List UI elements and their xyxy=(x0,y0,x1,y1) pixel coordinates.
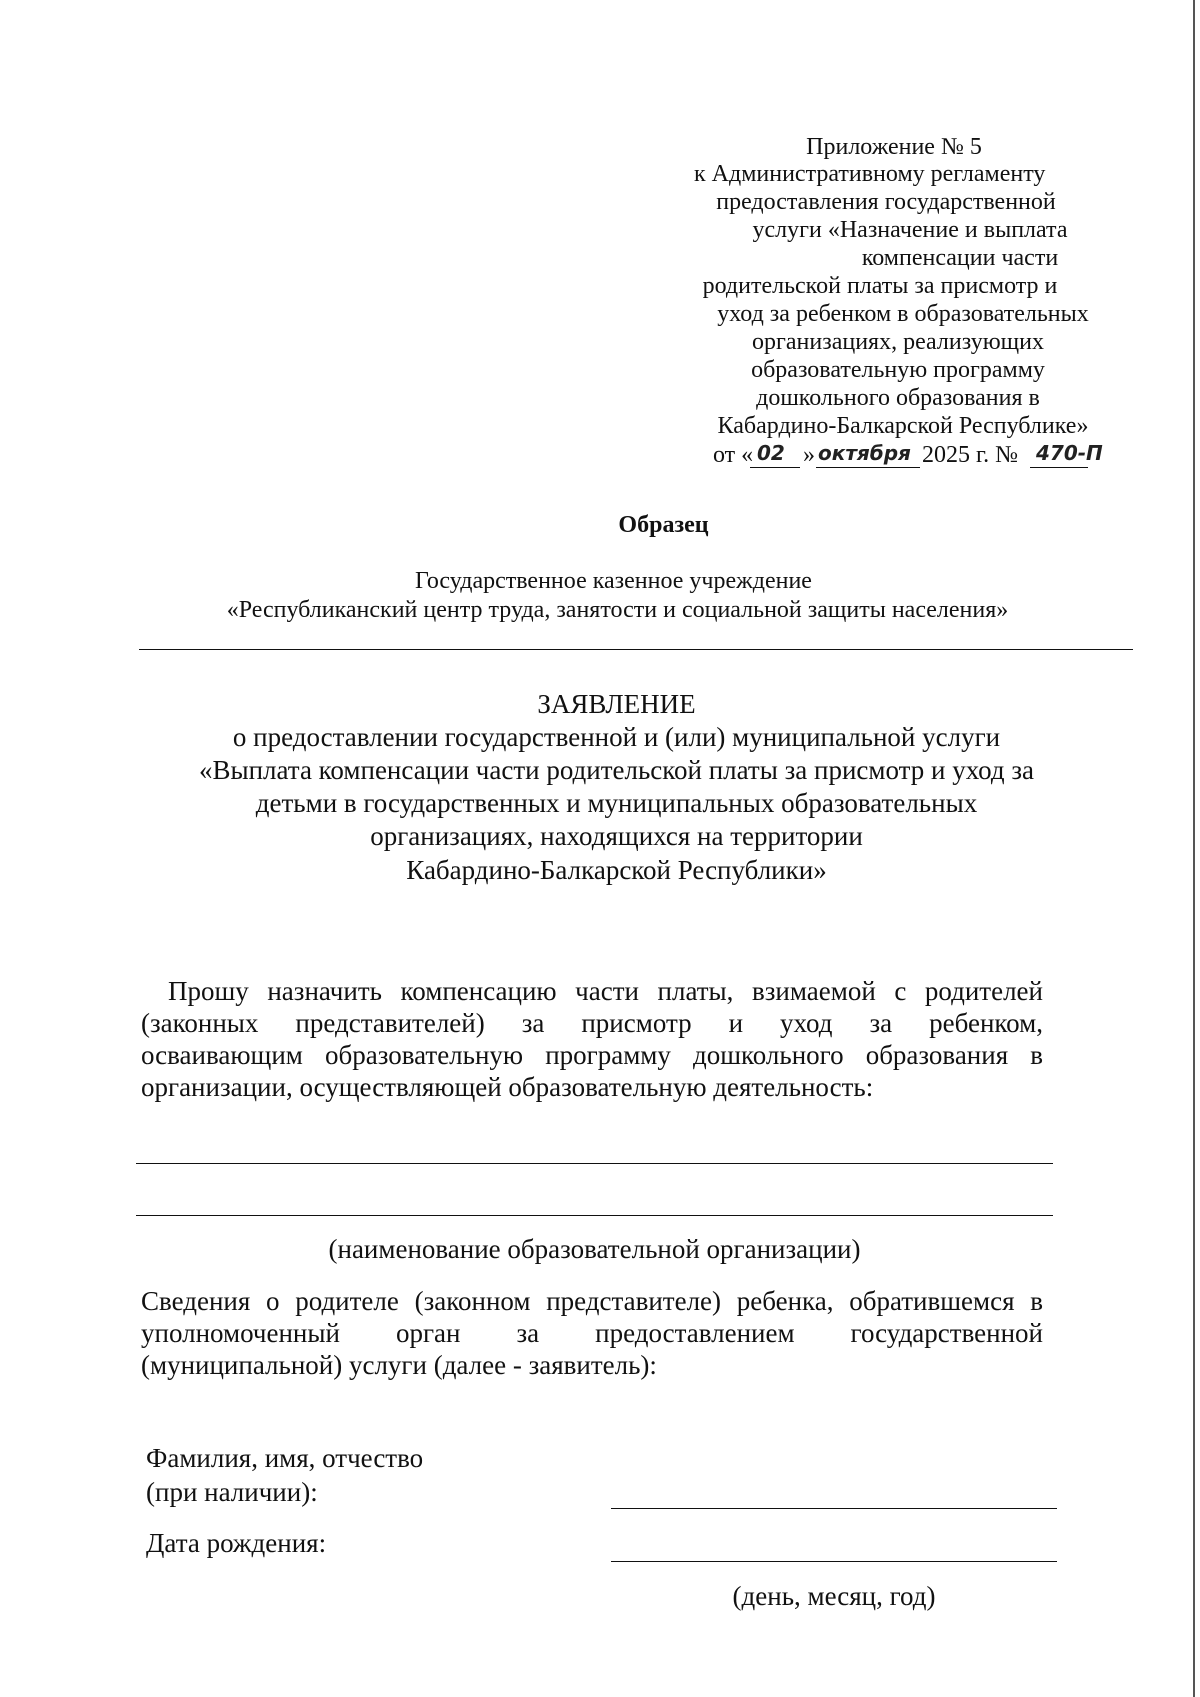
applicant-paragraph xyxy=(141,1285,1043,1381)
fio-label: Фамилия, имя, отчество xyxy=(146,1443,424,1473)
statement-subtitle-line: организациях, находящихся на территории xyxy=(370,821,863,851)
statement-subtitle-line: детьми в государственных и муниципальных образовательных xyxy=(255,788,978,818)
request-line: Прошу назначить компенсацию части платы, взимаемой с родителей xyxy=(168,976,1043,1006)
date-mid: » xyxy=(803,442,815,468)
date-year: 2025 г. № xyxy=(922,442,1019,468)
date-day-handwritten: 02 xyxy=(757,441,785,465)
appendix-line: компенсации части xyxy=(861,245,1059,271)
sample-label: Образец xyxy=(618,512,709,538)
institution-line-1: Государственное казенное учреждение xyxy=(415,568,812,594)
applicant-line: (муниципальной) услуги (далее - заявитель): xyxy=(141,1350,657,1380)
statement-subtitle-line: Кабардино-Балкарской Республики» xyxy=(406,855,827,885)
birth-date-caption: (день, месяц, год) xyxy=(732,1581,936,1611)
date-number-handwritten: 470-П xyxy=(1036,441,1103,465)
institution-line-2: «Республиканский центр труда, занятости и социальной защиты населения» xyxy=(226,597,1009,623)
request-line: осваивающим образовательную программу дошкольного образования в xyxy=(141,1040,1043,1070)
appendix-line: организациях, реализующих xyxy=(752,329,1044,355)
request-line: (законных представителей) за присмотр и уход за ребенком, xyxy=(141,1008,1043,1038)
statement-heading: ЗАЯВЛЕНИЕ xyxy=(537,689,696,719)
org-name-blank-line-2[interactable] xyxy=(136,1215,1053,1216)
date-prefix: от « xyxy=(713,442,754,468)
statement-subtitle-line: «Выплата компенсации части родительской платы за присмотр и уход за xyxy=(198,755,1035,785)
appendix-line: Кабардино-Балкарской Республике» xyxy=(717,413,1089,439)
birth-date-blank-line[interactable] xyxy=(611,1561,1057,1562)
date-month-handwritten: октября xyxy=(818,441,911,465)
applicant-line: уполномоченный орган за предоставлением государственной xyxy=(141,1318,1043,1348)
appendix-line: уход за ребенком в образовательных xyxy=(717,301,1089,327)
org-name-caption: (наименование образовательной организации) xyxy=(328,1234,861,1264)
appendix-line: родительской платы за присмотр и xyxy=(702,273,1058,299)
birth-date-label: Дата рождения: xyxy=(146,1528,327,1558)
applicant-line: Сведения о родителе (законном представителе) ребенка, обратившемся в xyxy=(141,1286,1043,1316)
fio-label-note: (при наличии): xyxy=(146,1477,318,1507)
appendix-line: Приложение № 5 xyxy=(806,134,982,160)
org-name-blank-line-1[interactable] xyxy=(136,1163,1053,1164)
appendix-line: услуги «Назначение и выплата xyxy=(752,217,1068,243)
date-number-underline xyxy=(1030,467,1088,468)
appendix-line: дошкольного образования в xyxy=(756,385,1040,411)
appendix-line: образовательную программу xyxy=(751,357,1045,383)
date-month-underline xyxy=(816,467,920,468)
appendix-line: к Административному регламенту xyxy=(694,161,1046,187)
appendix-line: предоставления государственной xyxy=(716,189,1056,215)
statement-subtitle-line: о предоставлении государственной и (или) муниципальной услуги xyxy=(232,722,1001,752)
request-paragraph xyxy=(141,975,1043,1103)
fio-blank-line[interactable] xyxy=(611,1508,1057,1509)
date-day-underline xyxy=(750,467,800,468)
institution-divider xyxy=(139,649,1133,650)
request-line: организации, осуществляющей образовательную деятельность: xyxy=(141,1072,874,1102)
